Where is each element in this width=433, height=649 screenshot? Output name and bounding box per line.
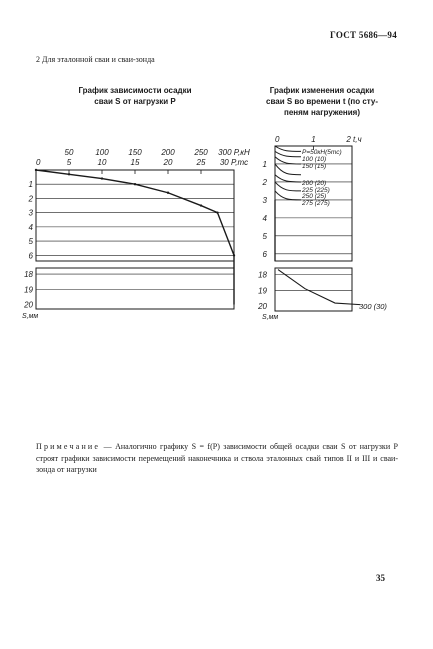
left-y-tick-label: 20: [24, 300, 33, 310]
left-x-top-tick-label: 100: [95, 148, 109, 157]
left-x-top-tick-label: 250: [194, 148, 208, 157]
right-y-tick-label: 2: [262, 177, 267, 187]
left-x-bottom-tick-label: 15: [130, 158, 140, 167]
right-stage-label: 275 (275): [302, 200, 330, 207]
left-x-bottom-tick-label: 0: [36, 158, 41, 167]
right-x-tick-label: 0: [275, 135, 280, 144]
left-x-bottom-tick-label: 10: [97, 158, 107, 167]
left-settlement-curve: [36, 170, 234, 304]
note-lead: Примечание: [36, 442, 101, 451]
right-stage-label: 300 (30): [359, 302, 387, 312]
left-x-top-tick-label: 300 P,кН: [218, 148, 250, 157]
left-x-top-tick-label: 200: [161, 148, 175, 157]
right-y-tick-label: 6: [262, 249, 267, 259]
right-stage-label: 150 (15): [302, 163, 327, 170]
right-stage-curve: [275, 182, 301, 191]
left-data-point: [167, 192, 169, 194]
right-stage-curve: [275, 146, 301, 151]
note-paragraph: [36, 441, 398, 476]
left-data-point: [134, 183, 136, 185]
right-x-tick-label: 2 t,ч: [346, 135, 362, 144]
right-stage-curve: [278, 270, 360, 305]
right-y-tick-label: 4: [262, 213, 267, 223]
right-stage-curve: [275, 175, 301, 182]
left-data-point: [101, 177, 103, 179]
left-x-top-tick-label: 50: [64, 148, 74, 157]
right-chart-settlement-vs-time: [257, 135, 387, 321]
left-x-bottom-tick-label: 25: [196, 158, 206, 167]
left-chart-title-line2: сваи S от нагрузки P: [94, 97, 176, 106]
left-chart-title-line1: График зависимости осадки: [78, 86, 192, 95]
right-stage-label: 200 (20): [302, 180, 327, 187]
right-stage-curve: [275, 151, 301, 156]
page-number: 35: [376, 573, 385, 583]
left-y-tick-label: 1: [28, 180, 33, 190]
right-y-tick-label: 20: [258, 302, 267, 312]
note-text: — Аналогично графику S = f(P) зависимости общей осадки сваи S от нагрузки P строят графики зависимости перемещений наконечника и ствола эталонных свай типов II и III и сваи-зонда от нагрузки: [36, 442, 398, 474]
left-y-tick-label: 6: [28, 251, 33, 261]
right-y-tick-label: 1: [262, 159, 267, 169]
right-y-tick-label: 19: [258, 286, 267, 296]
right-stage-label: P=50кН(5тс): [302, 149, 342, 156]
left-x-bottom-tick-label: 20: [163, 158, 173, 167]
left-data-point: [216, 211, 218, 213]
left-data-point: [68, 173, 70, 175]
left-data-point: [200, 204, 202, 206]
left-data-point: [35, 169, 37, 171]
right-stage-label: 100 (10): [302, 156, 327, 163]
left-y-tick-label: 3: [28, 208, 33, 218]
right-stage-curve: [275, 164, 301, 175]
right-chart-title-line1: График изменения осадки: [269, 86, 375, 95]
left-x-bottom-tick-label: 5: [66, 158, 72, 167]
left-y-tick-label: 4: [28, 222, 33, 232]
right-x-tick-label: 1: [311, 135, 316, 144]
left-x-bottom-tick-label: 30 P,mc: [219, 158, 249, 167]
right-y-unit-label: S,мм: [262, 314, 279, 321]
left-data-point: [233, 254, 235, 256]
right-stage-label: 250 (25): [302, 193, 327, 200]
right-stage-curve: [275, 191, 301, 200]
left-chart-settlement-vs-load: [22, 148, 250, 320]
right-stage-label: 225 (225): [302, 187, 330, 194]
right-chart-title-line2: сваи S во времени t (по сту-: [266, 97, 378, 106]
right-y-tick-label: 5: [262, 231, 267, 241]
left-y-tick-label: 18: [24, 270, 33, 280]
left-y-tick-label: 5: [28, 237, 33, 247]
left-y-tick-label: 2: [28, 194, 33, 204]
left-y-unit-label: S,мм: [22, 313, 39, 320]
left-x-top-tick-label: 150: [128, 148, 142, 157]
right-chart-title-line3: пеням нагружения): [284, 108, 360, 117]
right-y-tick-label: 18: [258, 270, 267, 280]
left-y-tick-label: 19: [24, 285, 33, 295]
item-heading: 2 Для эталонной сваи и сваи-зонда: [36, 55, 155, 64]
right-y-tick-label: 3: [262, 195, 267, 205]
document-code: ГОСТ 5686—94: [330, 30, 397, 40]
right-stage-curve: [275, 157, 301, 164]
